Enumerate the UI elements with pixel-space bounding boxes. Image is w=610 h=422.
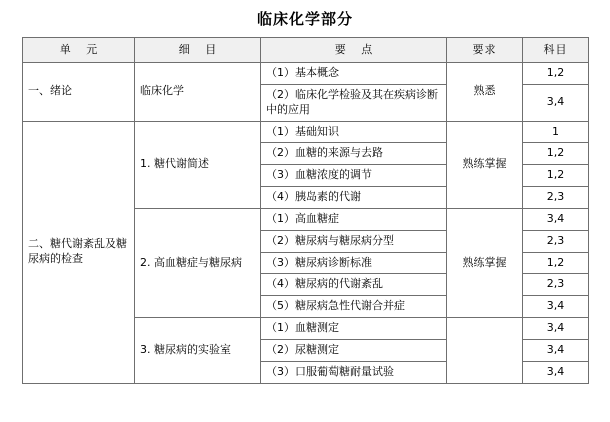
point-cell: （4）糖尿病的代谢紊乱	[261, 274, 447, 296]
subject-cell: 2,3	[523, 274, 589, 296]
detail-cell: 临床化学	[135, 63, 261, 122]
subject-cell: 1,2	[523, 143, 589, 165]
table-header	[23, 38, 589, 63]
column-header-subject: 科目	[523, 38, 589, 63]
detail-cell: 3. 糖尿病的实验室	[135, 318, 261, 384]
subject-cell: 1	[523, 121, 589, 143]
unit-cell: 一、绪论	[23, 63, 135, 122]
requirement-cell: 熟练掌握	[447, 121, 523, 208]
requirement-cell	[447, 318, 523, 384]
point-cell: （2）尿糖测定	[261, 339, 447, 361]
subject-cell: 2,3	[523, 187, 589, 209]
point-cell: （4）胰岛素的代谢	[261, 187, 447, 209]
table-row	[23, 121, 589, 143]
table-body	[23, 63, 589, 384]
subject-cell: 3,4	[523, 208, 589, 230]
column-header-requirement: 要求	[447, 38, 523, 63]
subject-cell: 1,2	[523, 63, 589, 85]
requirement-cell: 熟悉	[447, 63, 523, 122]
subject-cell: 2,3	[523, 230, 589, 252]
point-cell: （3）血糖浓度的调节	[261, 165, 447, 187]
point-cell: （2）血糖的来源与去路	[261, 143, 447, 165]
column-header-point: 要 点	[261, 38, 447, 63]
point-cell: （2）糖尿病与糖尿病分型	[261, 230, 447, 252]
subject-cell: 3,4	[523, 318, 589, 340]
column-header-unit: 单 元	[23, 38, 135, 63]
point-cell: （1）血糖测定	[261, 318, 447, 340]
unit-cell: 二、糖代谢紊乱及糖尿病的检查	[23, 121, 135, 383]
requirement-cell: 熟练掌握	[447, 208, 523, 317]
subject-cell: 1,2	[523, 165, 589, 187]
subject-cell: 1,2	[523, 252, 589, 274]
subject-cell: 3,4	[523, 84, 589, 121]
detail-cell: 2. 高血糖症与糖尿病	[135, 208, 261, 317]
syllabus-table	[22, 37, 589, 384]
subject-cell: 3,4	[523, 361, 589, 383]
detail-cell: 1. 糖代谢简述	[135, 121, 261, 208]
point-cell: （1）高血糖症	[261, 208, 447, 230]
table-row	[23, 63, 589, 85]
point-cell: （3）口服葡萄糖耐量试验	[261, 361, 447, 383]
point-cell: （1）基础知识	[261, 121, 447, 143]
point-cell: （5）糖尿病急性代谢合并症	[261, 296, 447, 318]
page-title: 临床化学部分	[256, 10, 353, 28]
point-cell: （1）基本概念	[261, 63, 447, 85]
subject-cell: 3,4	[523, 339, 589, 361]
subject-cell: 3,4	[523, 296, 589, 318]
syllabus-table-wrapper	[0, 37, 610, 384]
column-header-detail: 细 目	[135, 38, 261, 63]
point-cell: （2）临床化学检验及其在疾病诊断中的应用	[261, 84, 447, 121]
point-cell: （3）糖尿病诊断标准	[261, 252, 447, 274]
table-header-row	[23, 38, 589, 63]
